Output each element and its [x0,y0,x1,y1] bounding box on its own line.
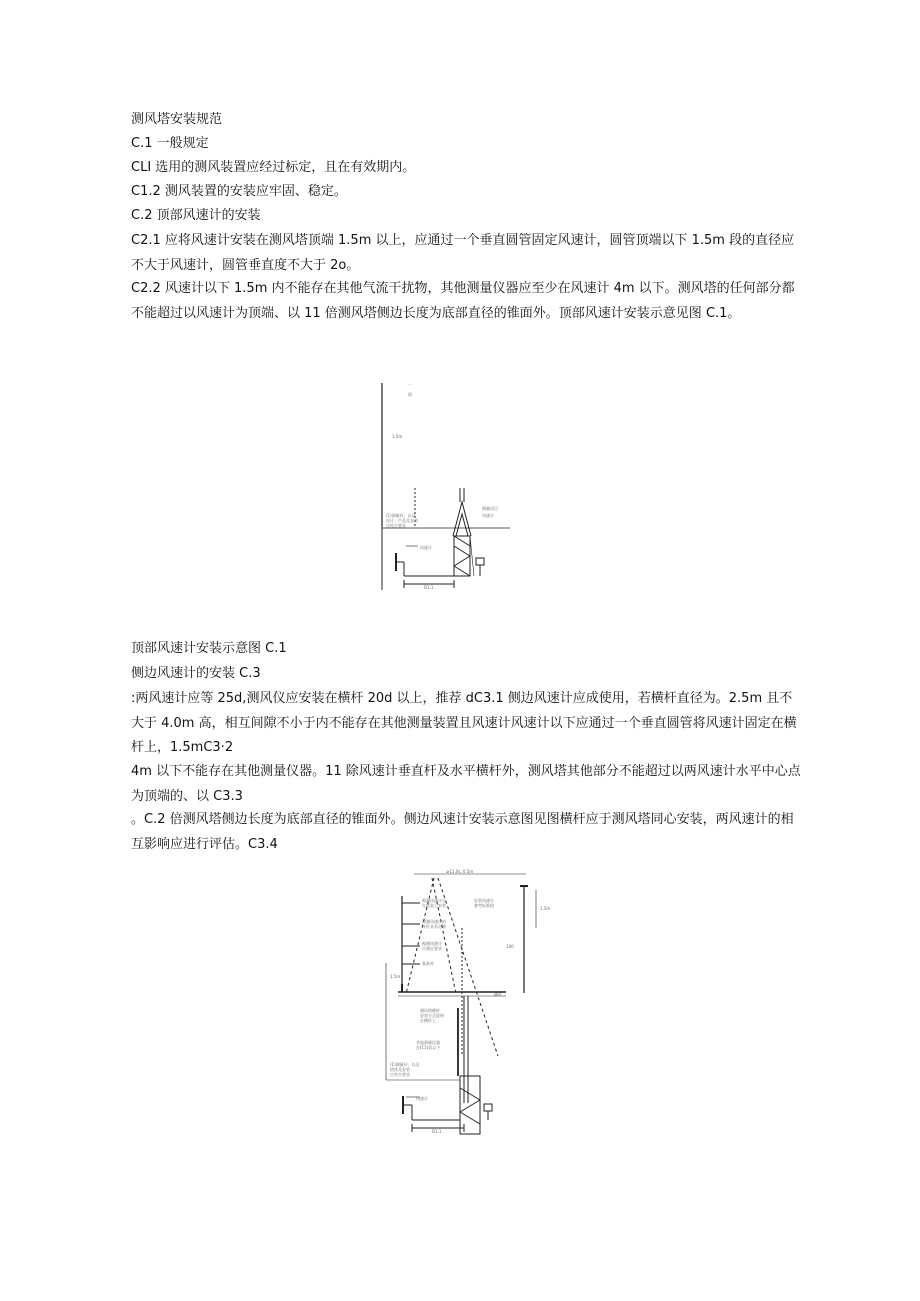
svg-text:应符合要求: 应符合要求 [390,1072,410,1077]
svg-text:(1)测量杆，以及: (1)测量杆，以及 [386,513,416,518]
figure-c2-diagram [376,868,556,1136]
svg-text:横杆: 横杆 [494,992,502,997]
svg-text:在(11)倍以下: 在(11)倍以下 [416,1045,441,1050]
svg-text:被测风速计: 被测风速计 [422,941,442,946]
clause-c2-2: C2.2 风速计以下 1.5m 内不能存在其他气流干扰物，其他测量仪器应至少在风速计 4m 以下。测风塔的任何部分都不能超过以风速计为顶端、以 11 倍测风塔侧边长度为底部直径的锥面外。顶部风速计安装示意见图 C.1。 [131,281,795,321]
svg-text:(1)测量杆，以及: (1)测量杆，以及 [390,1062,420,1067]
svg-text:塔: 塔 [408,392,412,397]
svg-text:参考标准值: 参考标准值 [474,903,494,908]
svg-text:D1.1: D1.1 [432,1129,442,1134]
section-c3-heading: 侧边风速计的安装 C.3 [131,666,261,681]
svg-text:应符合要求: 应符合要求 [386,523,406,528]
document-title: 测风塔安装规范 [131,112,223,127]
svg-text:100: 100 [506,944,514,949]
figure-c1-diagram [370,378,515,600]
clause-c2-1: C2.1 应将风速计安装在测风塔顶端 1.5m 以上，应通过一个垂直圆管固定风速计，圆管顶端以下 1.5m 段的直径应不大于风速计，圆管垂直度不大于 2o。 [131,233,795,273]
figure-c1-caption: 顶部风速计安装示意图 C.1 [131,641,287,656]
section-c2-heading: C.2 顶部风速计的安装 [131,208,261,223]
svg-text:测风塔横杆: 测风塔横杆 [420,1008,440,1013]
svg-text:被测风速计应: 被测风速计应 [422,898,446,903]
svg-text:1.5m: 1.5m [390,974,401,979]
svg-text:1.5m: 1.5m [392,434,403,439]
svg-text:被测风速计的: 被测风速计的 [422,919,446,924]
svg-text:安装方式说明: 安装方式说明 [420,1013,444,1018]
clause-c1-2: C1.2 测风装置的安装应牢固、稳定。 [131,184,347,199]
svg-text:塔体及安装: 塔体及安装 [390,1067,410,1072]
svg-text:应满足要求: 应满足要求 [422,946,442,951]
svg-text:测量项目: 测量项目 [482,506,498,511]
svg-text:在塔架上安装: 在塔架上安装 [422,903,446,908]
svg-text:风速计: 风速计 [482,513,494,518]
svg-text:其他测量仪器: 其他测量仪器 [416,1040,440,1045]
svg-text:1.5m: 1.5m [540,906,551,911]
svg-text:基准杆: 基准杆 [422,961,434,966]
svg-text:支杆具有足够: 支杆具有足够 [422,924,446,929]
clause-c3-text-2: 4m 以下不能存在其他测量仪器。11 除风速计垂直杆及水平横杆外，测风塔其他部分不能超过以两风速计水平中心点为顶端的、以 C3.3 [131,764,801,804]
clause-c1-1: CLI 选用的测风装置应经过标定，且在有效期内。 [131,160,416,175]
svg-text:设计、产品及安装: 设计、产品及安装 [386,518,418,523]
section-c1-heading: C.1 一般规定 [131,136,209,151]
clause-c3-text-1: :两风速计应等 25d,测风仪应安装在横杆 20d 以上，推荐 dC3.1 侧边风速计应成使用，若横杆直径为。2.5m 且不大于 4.0m 高，相互间隙不小于内不能存在其他测量装置且风速计风速计以下应通过一个垂直圆管将风速计固定在横杆上，1.5mC3·2 [131,691,797,755]
svg-text:风速计: 风速计 [416,1096,428,1101]
svg-text:安装风速计: 安装风速计 [474,898,494,903]
clause-c3-text-3: 。C.2 倍测风塔侧边长度为底部直径的锥面外。侧边风速计安装示意图见图横杆应于测风塔同心安装，两风速计的相互影响应进行评估。C3.4 [131,812,794,852]
svg-text:风速计: 风速计 [420,545,432,550]
svg-text:一: 一 [408,382,412,387]
svg-text:≥11.0s, 0.5m: ≥11.0s, 0.5m [446,869,474,874]
svg-text:D1.1: D1.1 [424,585,434,590]
svg-text:在横杆上: 在横杆上 [420,1018,436,1023]
